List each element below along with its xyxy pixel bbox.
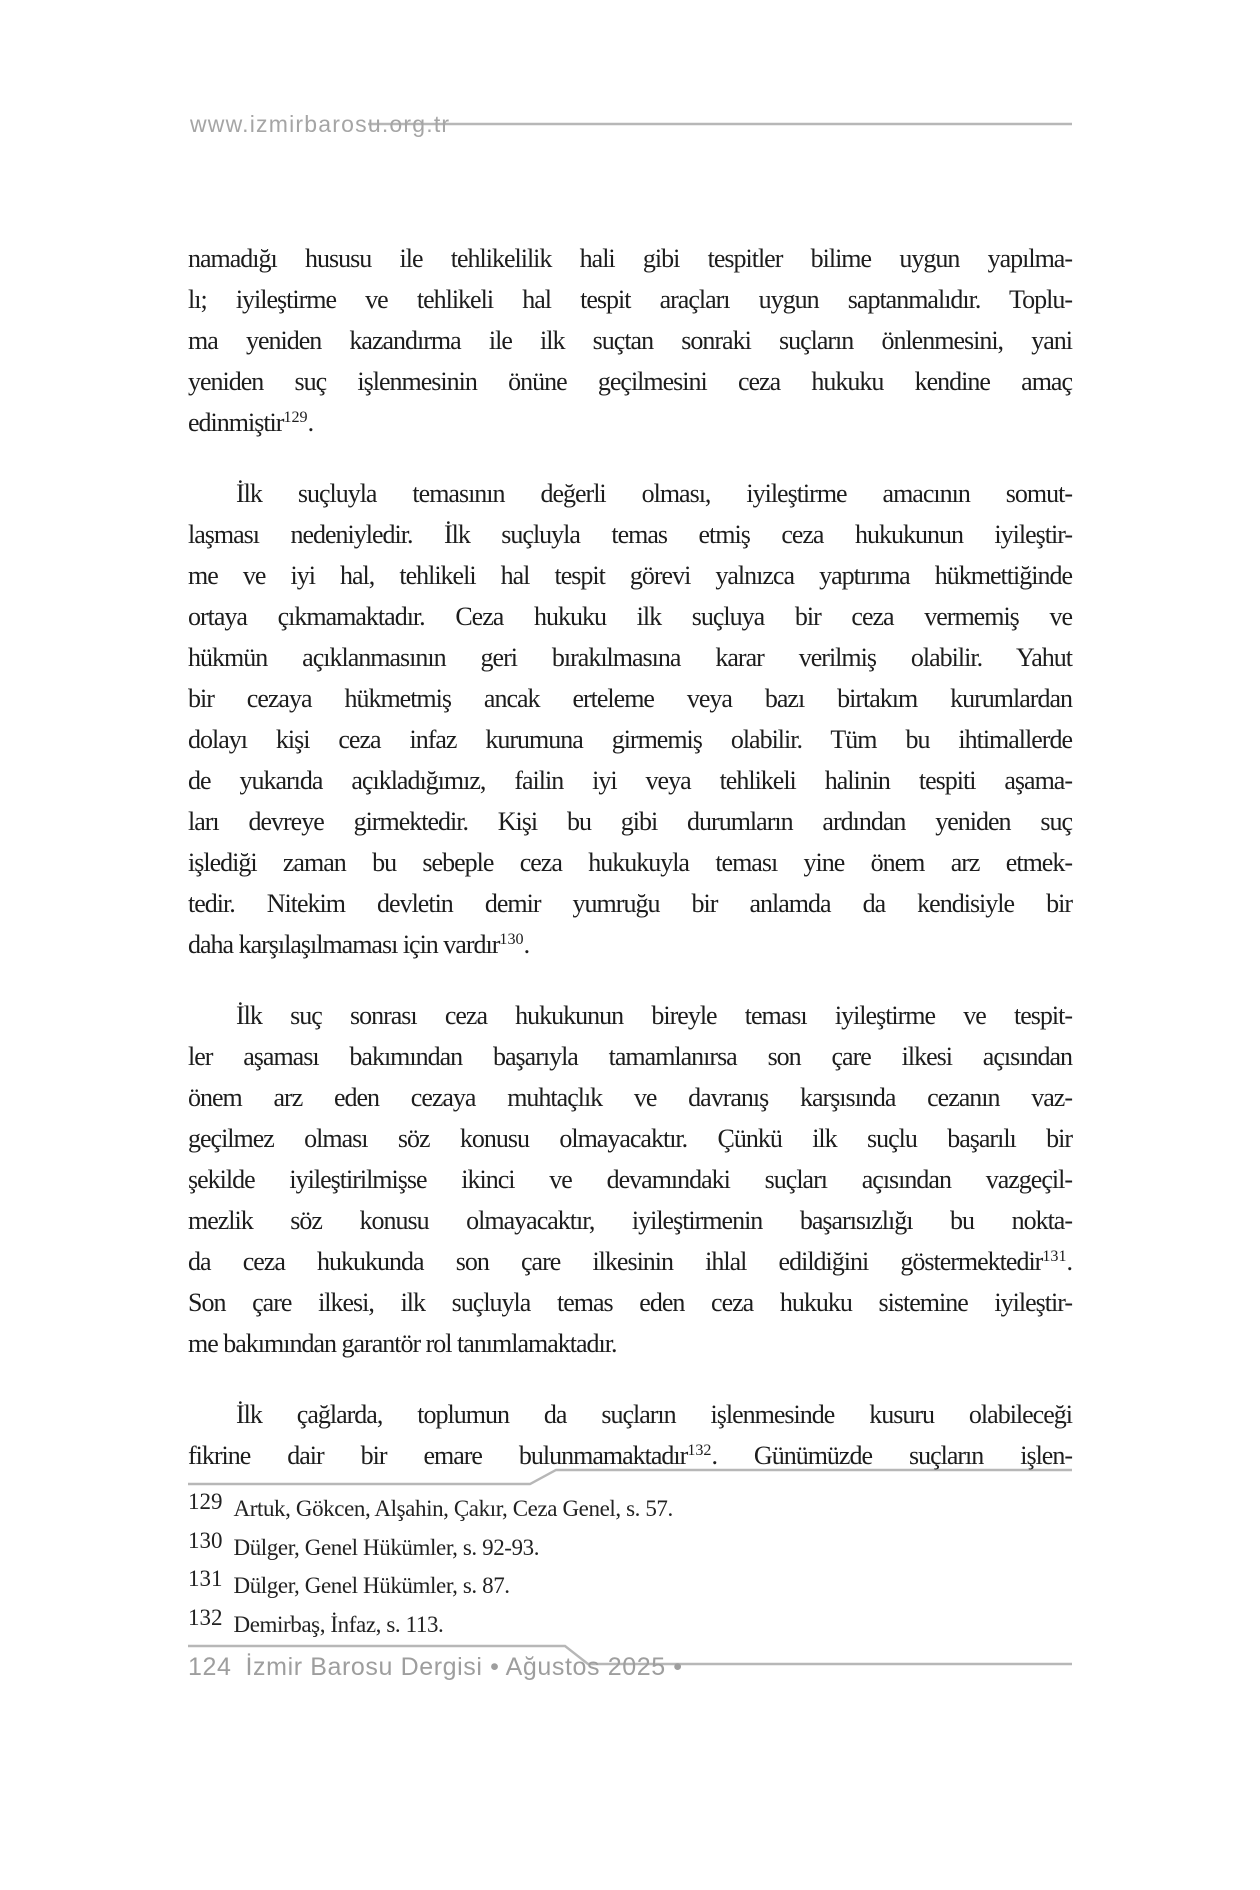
footnote-ref: 132 (687, 1442, 712, 1460)
text-line: İlk suçluyla temasının değerli olması, iyileştirme amacının somut- (236, 479, 1072, 508)
text-line: ler aşaması bakımından başarıyla tamamlanırsa son çare ilkesi açısından (188, 1042, 1072, 1071)
journal-line: İzmir Barosu Dergisi • Ağustos 2025 • (245, 1653, 683, 1681)
footnote-number: 130 (188, 1527, 223, 1553)
footnotes-section (188, 1490, 1072, 1645)
text-line: lı; iyileştirme ve tehlikeli hal tespit araçları uygun saptanmalıdır. Toplu- (188, 285, 1072, 314)
text-line: tedir. Nitekim devletin demir yumruğu bir anlamda da kendisiyle bir (188, 889, 1072, 918)
footnote-ref: 131 (1042, 1248, 1067, 1266)
text-line: mezlik söz konusu olmayacaktır, iyileştirmenin başarısızlığı bu nokta- (188, 1206, 1072, 1235)
footnote-text: Artuk, Gökcen, Alşahin, Çakır, Ceza Genel, s. 57. (233, 1496, 673, 1521)
text-line: dolayı kişi ceza infaz kurumuna girmemiş olabilir. Tüm bu ihtimallerde (188, 725, 1072, 754)
text-line: edinmiştir$^{129}$. (188, 408, 314, 437)
paragraph (188, 1394, 1072, 1476)
footnote-number: 131 (188, 1566, 223, 1592)
text-line: geçilmez olması söz konusu olmayacaktır. Çünkü ilk suçlu başarılı bir (188, 1124, 1072, 1153)
paragraph (188, 995, 1072, 1364)
text-line: me bakımından garantör rol tanımlamaktadır. (188, 1329, 617, 1358)
text-line: İlk suç sonrası ceza hukukunun bireyle teması iyileştirme ve tespit- (236, 1001, 1072, 1030)
text-line: yeniden suç işlenmesinin önüne geçilmesini ceza hukuku kendine amaç (188, 367, 1072, 396)
footnote-ref: 130 (499, 931, 524, 949)
footnote-text: Dülger, Genel Hükümler, s. 92-93. (233, 1534, 540, 1560)
text-line: hükmün açıklanmasının geri bırakılmasına karar verilmiş olabilir. Yahut (188, 643, 1072, 672)
text-line: fikrine dair bir emare bulunmamaktadır$^{132}$. Günümüzde suçların işlen- (188, 1441, 1072, 1470)
page-footer (188, 1652, 683, 1682)
text-line: işlediği zaman bu sebeple ceza hukukuyla teması yine önem arz etmek- (188, 848, 1072, 877)
text-line: ma yeniden kazandırma ile ilk suçtan sonraki suçların önlenmesini, yani (188, 326, 1072, 355)
paragraph (188, 473, 1072, 965)
footnote-number: 132 (188, 1605, 223, 1631)
text-line: önem arz eden cezaya muhtaçlık ve davranış karşısında cezanın vaz- (188, 1083, 1072, 1112)
page-number: 124 (188, 1653, 232, 1681)
text-line: Son çare ilkesi, ilk suçluyla temas eden ceza hukuku sistemine iyileştir- (188, 1288, 1072, 1317)
text-line: bir cezaya hükmetmiş ancak erteleme veya bazı birtakım kurumlardan (188, 684, 1072, 713)
footnote (188, 1567, 1072, 1606)
footnote (188, 1529, 1072, 1568)
text-line: ortaya çıkmamaktadır. Ceza hukuku ilk suçluya bir ceza vermemiş ve (188, 602, 1072, 631)
footnote-number: 129 (188, 1489, 223, 1514)
text-line: namadığı hususu ile tehlikelilik hali gibi tespitler bilime uygun yapılma- (188, 244, 1072, 273)
article-body (188, 238, 1072, 1506)
footnote-text: Demirbaş, İnfaz, s. 113. (233, 1612, 444, 1638)
text-line: da ceza hukukunda son çare ilkesinin ihlal edildiğini göstermektedir$^{131}$. (188, 1247, 1072, 1276)
footnote (188, 1606, 1072, 1645)
footnote (188, 1490, 1072, 1529)
text-line: laşması nedeniyledir. İlk suçluyla temas etmiş ceza hukukunun iyileştir- (188, 520, 1072, 549)
text-line: şekilde iyileştirilmişse ikinci ve devamındaki suçları açısından vazgeçil- (188, 1165, 1072, 1194)
site-url: www.izmirbarosu.org.tr (190, 111, 451, 137)
text-line: ları devreye girmektedir. Kişi bu gibi durumların ardından yeniden suç (188, 807, 1072, 836)
text-line: de yukarıda açıkladığımız, failin iyi veya tehlikeli halinin tespiti aşama- (188, 766, 1072, 795)
paragraph (188, 238, 1072, 443)
page-header (190, 110, 450, 138)
text-line: daha karşılaşılmaması için vardır$^{130}$. (188, 930, 530, 959)
footnote-ref: 129 (283, 409, 308, 427)
text-line: me ve iyi hal, tehlikeli hal tespit görevi yalnızca yaptırıma hükmettiğinde (188, 561, 1072, 590)
footnote-text: Dülger, Genel Hükümler, s. 87. (233, 1573, 510, 1599)
text-line: İlk çağlarda, toplumun da suçların işlenmesinde kusuru olabileceği (236, 1400, 1072, 1429)
